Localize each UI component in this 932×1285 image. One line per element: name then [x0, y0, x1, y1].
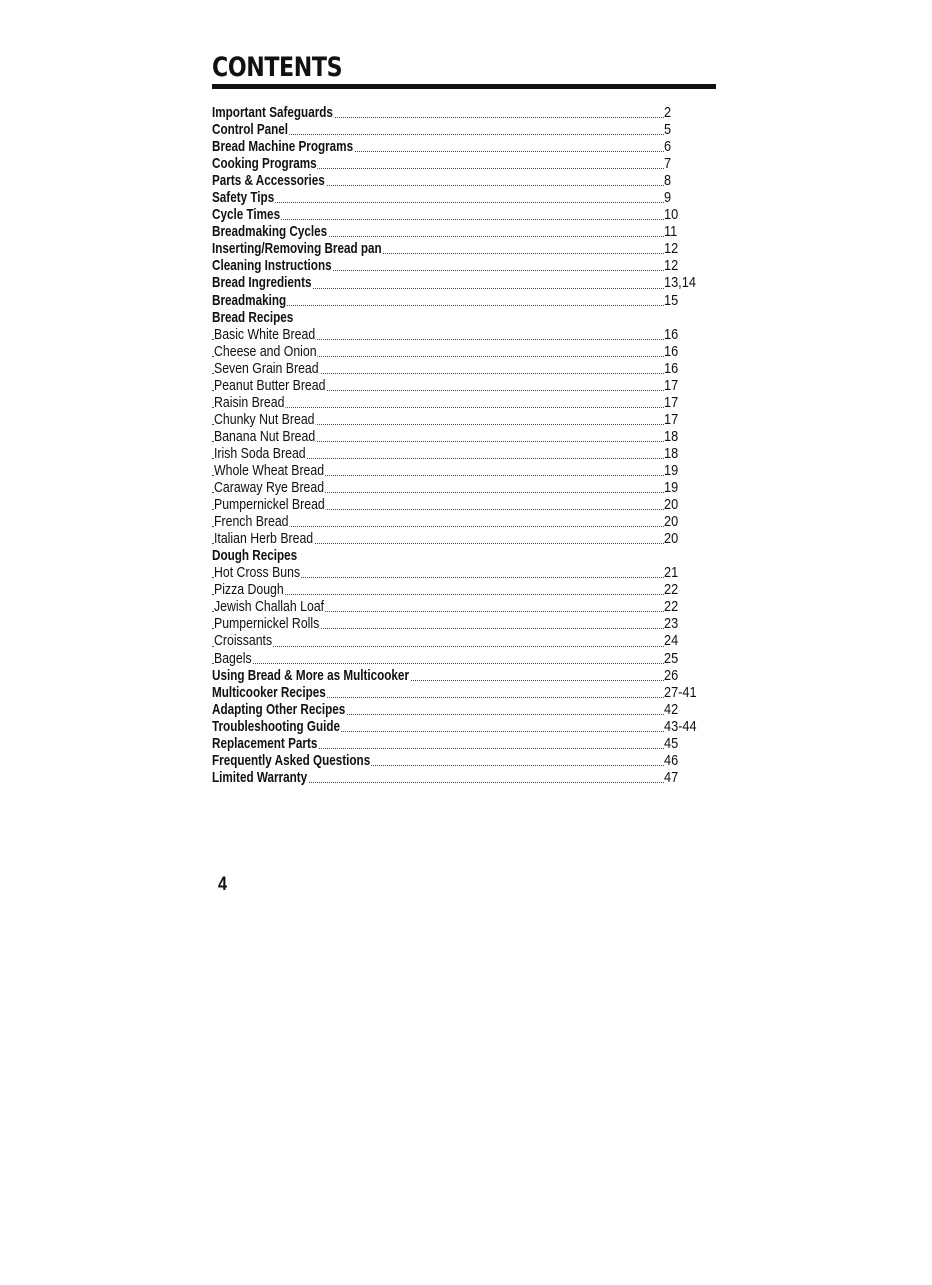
toc-entry [212, 411, 712, 428]
toc-entry-page: 24 [664, 632, 679, 650]
toc-entry [212, 172, 712, 189]
toc-entry-page: 15 [664, 291, 679, 309]
toc-entry-label: Hot Cross Buns [214, 564, 301, 582]
toc-entry [212, 206, 712, 223]
toc-entry-label: Bread Recipes [212, 308, 294, 326]
toc-entry-label: Seven Grain Bread [214, 359, 319, 377]
toc-entry-page: 23 [664, 615, 679, 633]
toc-entry-page: 21 [664, 564, 679, 582]
toc-entry-page: 20 [664, 513, 679, 531]
toc-entry-page: 2 [664, 104, 672, 121]
toc-entry-page: 22 [664, 581, 679, 599]
toc-entry-label: Bread Ingredients [212, 274, 312, 292]
toc-entry-label: Cooking Programs [212, 155, 317, 173]
toc-entry [212, 445, 712, 462]
toc-entry [212, 121, 712, 138]
toc-entry [212, 462, 712, 479]
toc-entry [212, 701, 712, 718]
toc-entry-page: 18 [664, 427, 679, 445]
toc-entry-page: 20 [664, 530, 679, 548]
toc-entry-label: Italian Herb Bread [214, 530, 314, 548]
toc-leader-dots [212, 663, 664, 664]
toc-entry-page: 45 [664, 734, 679, 752]
toc-entry-label: Inserting/Removing Bread pan [212, 240, 382, 258]
toc-entry-label: Pumpernickel Bread [214, 496, 325, 514]
toc-entry-label: Limited Warranty [212, 768, 308, 786]
toc-entry-label: Multicooker Recipes [212, 683, 326, 701]
toc-entry [212, 581, 712, 598]
toc-entry-label: Parts & Accessories [212, 172, 325, 190]
toc-entry [212, 360, 712, 377]
toc-entry-page: 9 [664, 189, 672, 207]
toc-section-heading [212, 547, 712, 564]
toc-entry-page: 8 [664, 172, 672, 190]
toc-entry-label: Banana Nut Bread [214, 427, 316, 445]
toc-entry-page: 16 [664, 325, 679, 343]
toc-entry [212, 343, 712, 360]
toc-entry-page: 22 [664, 598, 679, 616]
toc-entry-page: 10 [664, 206, 679, 224]
toc-entry-label: Bagels [214, 649, 252, 667]
toc-entry [212, 155, 712, 172]
toc-entry-label: French Bread [214, 513, 289, 531]
toc-section-heading [212, 309, 712, 326]
toc-entry [212, 223, 712, 240]
toc-entry [212, 104, 712, 121]
toc-entry [212, 428, 712, 445]
toc-entry [212, 496, 712, 513]
toc-entry-label: Breadmaking Cycles [212, 223, 328, 241]
toc-entry-label: Pizza Dough [214, 581, 284, 599]
toc-entry-page: 17 [664, 376, 679, 394]
toc-entry-page: 19 [664, 461, 679, 479]
toc-entry-page: 16 [664, 359, 679, 377]
toc-entry [212, 632, 712, 649]
toc-entry-label: Peanut Butter Bread [214, 376, 326, 394]
table-of-contents [212, 104, 712, 786]
toc-entry-label: Control Panel [212, 121, 289, 139]
toc-entry-label: Chunky Nut Bread [214, 410, 315, 428]
toc-leader-dots [212, 202, 664, 203]
toc-entry-page: 43-44 [664, 717, 697, 735]
toc-entry-label: Troubleshooting Guide [212, 717, 341, 735]
toc-entry-label: Important Safeguards [212, 104, 333, 121]
toc-entry [212, 377, 712, 394]
toc-entry-page: 13,14 [664, 274, 696, 292]
toc-entry-label: Bread Machine Programs [212, 138, 354, 156]
toc-entry-page: 18 [664, 444, 679, 462]
toc-entry-label: Cheese and Onion [214, 342, 317, 360]
toc-entry [212, 326, 712, 343]
page-number: 4 [218, 874, 227, 895]
toc-entry [212, 752, 712, 769]
toc-entry-label: Adapting Other Recipes [212, 700, 346, 718]
page-title: CONTENTS [212, 52, 343, 83]
toc-entry-label: Basic White Bread [214, 325, 316, 343]
toc-entry-label: Breadmaking [212, 291, 287, 309]
toc-entry-page: 17 [664, 410, 679, 428]
toc-entry [212, 769, 712, 786]
toc-entry [212, 240, 712, 257]
toc-entry-label: Dough Recipes [212, 547, 298, 565]
toc-entry-page: 26 [664, 666, 679, 684]
toc-entry-page: 25 [664, 649, 679, 667]
toc-entry [212, 274, 712, 291]
toc-entry-label: Replacement Parts [212, 734, 318, 752]
toc-entry-page: 20 [664, 496, 679, 514]
toc-leader-dots [212, 646, 664, 647]
toc-entry-page: 16 [664, 342, 679, 360]
toc-entry-page: 12 [664, 257, 679, 275]
toc-entry [212, 513, 712, 530]
toc-entry-page: 42 [664, 700, 679, 718]
toc-entry [212, 138, 712, 155]
toc-entry [212, 564, 712, 581]
toc-entry-page: 27-41 [664, 683, 697, 701]
toc-entry [212, 735, 712, 752]
toc-entry-page: 19 [664, 479, 679, 497]
toc-entry-label: Cycle Times [212, 206, 281, 224]
toc-entry-label: Whole Wheat Bread [214, 461, 325, 479]
toc-entry-page: 5 [664, 121, 672, 139]
toc-entry-label: Safety Tips [212, 189, 275, 207]
toc-entry [212, 684, 712, 701]
toc-entry-label: Frequently Asked Questions [212, 751, 371, 769]
toc-entry-label: Croissants [214, 632, 273, 650]
toc-entry [212, 394, 712, 411]
toc-entry-page: 17 [664, 393, 679, 411]
toc-entry [212, 292, 712, 309]
toc-entry-label: Raisin Bread [214, 393, 285, 411]
toc-entry [212, 479, 712, 496]
toc-entry-label: Caraway Rye Bread [214, 479, 325, 497]
toc-entry-label: Pumpernickel Rolls [214, 615, 320, 633]
toc-entry [212, 650, 712, 667]
toc-entry-label: Irish Soda Bread [214, 444, 306, 462]
toc-entry [212, 598, 712, 615]
toc-entry-page: 7 [664, 155, 672, 173]
toc-entry [212, 189, 712, 206]
toc-entry [212, 257, 712, 274]
toc-entry-label: Using Bread & More as Multicooker [212, 666, 409, 684]
toc-entry-page: 12 [664, 240, 679, 258]
toc-entry [212, 718, 712, 735]
toc-entry [212, 667, 712, 684]
toc-entry-label: Cleaning Instructions [212, 257, 332, 275]
toc-entry [212, 615, 712, 632]
toc-entry-page: 11 [664, 223, 678, 241]
title-rule [212, 84, 716, 89]
toc-entry-page: 46 [664, 751, 679, 769]
toc-entry-page: 6 [664, 138, 672, 156]
toc-entry-page: 47 [664, 768, 679, 786]
toc-entry [212, 530, 712, 547]
toc-entry-label: Jewish Challah Loaf [214, 598, 325, 616]
